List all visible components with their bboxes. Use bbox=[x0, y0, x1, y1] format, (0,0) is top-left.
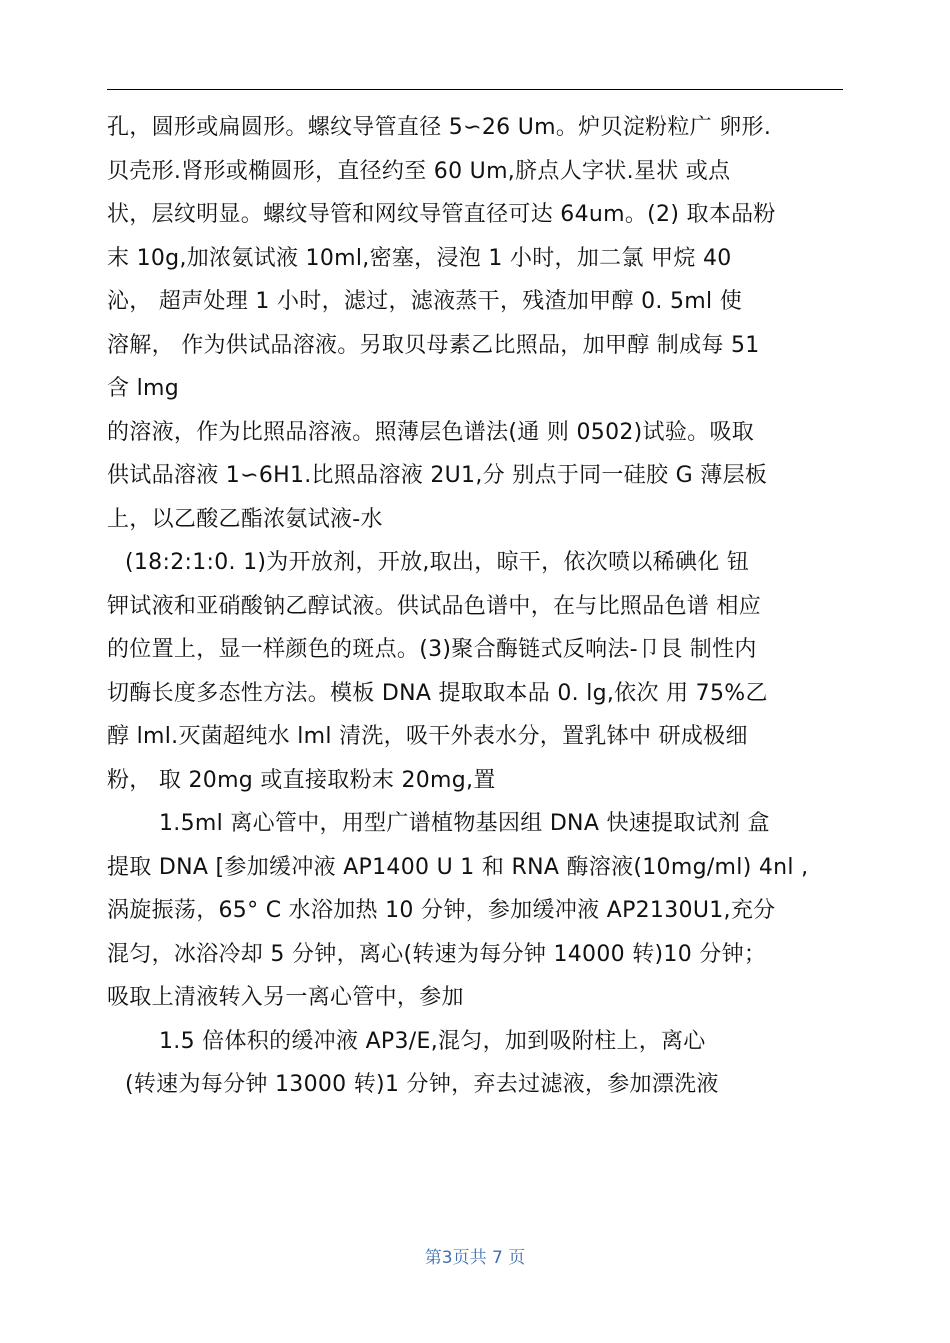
text-line: (转速为每分钟 13000 转)1 分钟，弃去过滤液，参加漂洗液 bbox=[125, 1072, 719, 1097]
text-line: 吸取上清液转入另一离心管中，参加 bbox=[107, 985, 464, 1010]
text-line: 孔，圆形或扁圆形。螺纹导管直径 5∽26 Um。炉贝淀粉粒广 卵形. bbox=[107, 115, 772, 140]
text-line: 含 lmg bbox=[107, 376, 180, 401]
header-rule bbox=[107, 89, 843, 90]
text-line: 溶解， 作为供试品溶液。另取贝母素乙比照品，加甲醇 制成每 51 bbox=[107, 332, 760, 358]
text-line: 切酶长度多态性方法。模板 DNA 提取取本品 0. lg,依次 用 75%乙 bbox=[107, 680, 768, 706]
text-line: 上，以乙酸乙酯浓氨试液-水 bbox=[107, 506, 383, 532]
text-line: 醇 lml.灭菌超纯水 lml 清洗，吸干外表水分，置乳钵中 研成极细 bbox=[107, 724, 748, 749]
text-line: 沁， 超声处理 1 小时，滤过，滤液蒸干，残渣加甲醇 0. 5ml 使 bbox=[107, 289, 742, 314]
text-line: 钾试液和亚硝酸钠乙醇试液。供试品色谱中，在与比照品色谱 相应 bbox=[107, 593, 761, 619]
text-line: 状，层纹明显。螺纹导管和网纹导管直径可达 64um。(2) 取本品粉 bbox=[107, 202, 776, 227]
text-line: 1.5 倍体积的缓冲液 AP3/E,混匀，加到吸附柱上，离心 bbox=[159, 1028, 706, 1054]
text-line: 提取 DNA [参加缓冲液 AP1400 U 1 和 RNA 酶溶液(10mg/ml) 4nl , bbox=[107, 854, 809, 880]
text-line: 粉， 取 20mg 或直接取粉末 20mg,置 bbox=[107, 767, 496, 793]
text-line: (18:2:1:0. 1)为开放剂，开放,取出，晾干，依次喷以稀碘化 钮 bbox=[125, 550, 750, 575]
text-line: 末 10g,加浓氨试液 10ml,密塞，浸泡 1 小时，加二氯 甲烷 40 bbox=[107, 245, 732, 271]
page-number: 第3页共 7 页 bbox=[424, 1248, 526, 1268]
text-line: 贝壳形.肾形或椭圆形，直径约至 60 Um,脐点人字状.星状 或点 bbox=[107, 158, 731, 184]
text-line: 的溶液，作为比照品溶液。照薄层色谱法(通 则 0502)试验。吸取 bbox=[107, 419, 755, 445]
text-line: 1.5ml 离心管中，用型广谱植物基因组 DNA 快速提取试剂 盒 bbox=[159, 811, 770, 836]
text-line: 混匀，冰浴冷却 5 分钟，离心(转速为每分钟 14000 转)10 分钟； bbox=[107, 941, 767, 967]
text-line: 涡旋振荡，65° C 水浴加热 10 分钟，参加缓冲液 AP2130U1,充分 bbox=[107, 898, 776, 923]
document-body bbox=[107, 106, 843, 1107]
text-line: 供试品溶液 1∽6H1.比照品溶液 2U1,分 别点于同一硅胶 G 薄层板 bbox=[107, 463, 768, 488]
text-line: 的位置上，显一样颜色的斑点。(3)聚合酶链式反响法-卩艮 制性内 bbox=[107, 637, 757, 662]
